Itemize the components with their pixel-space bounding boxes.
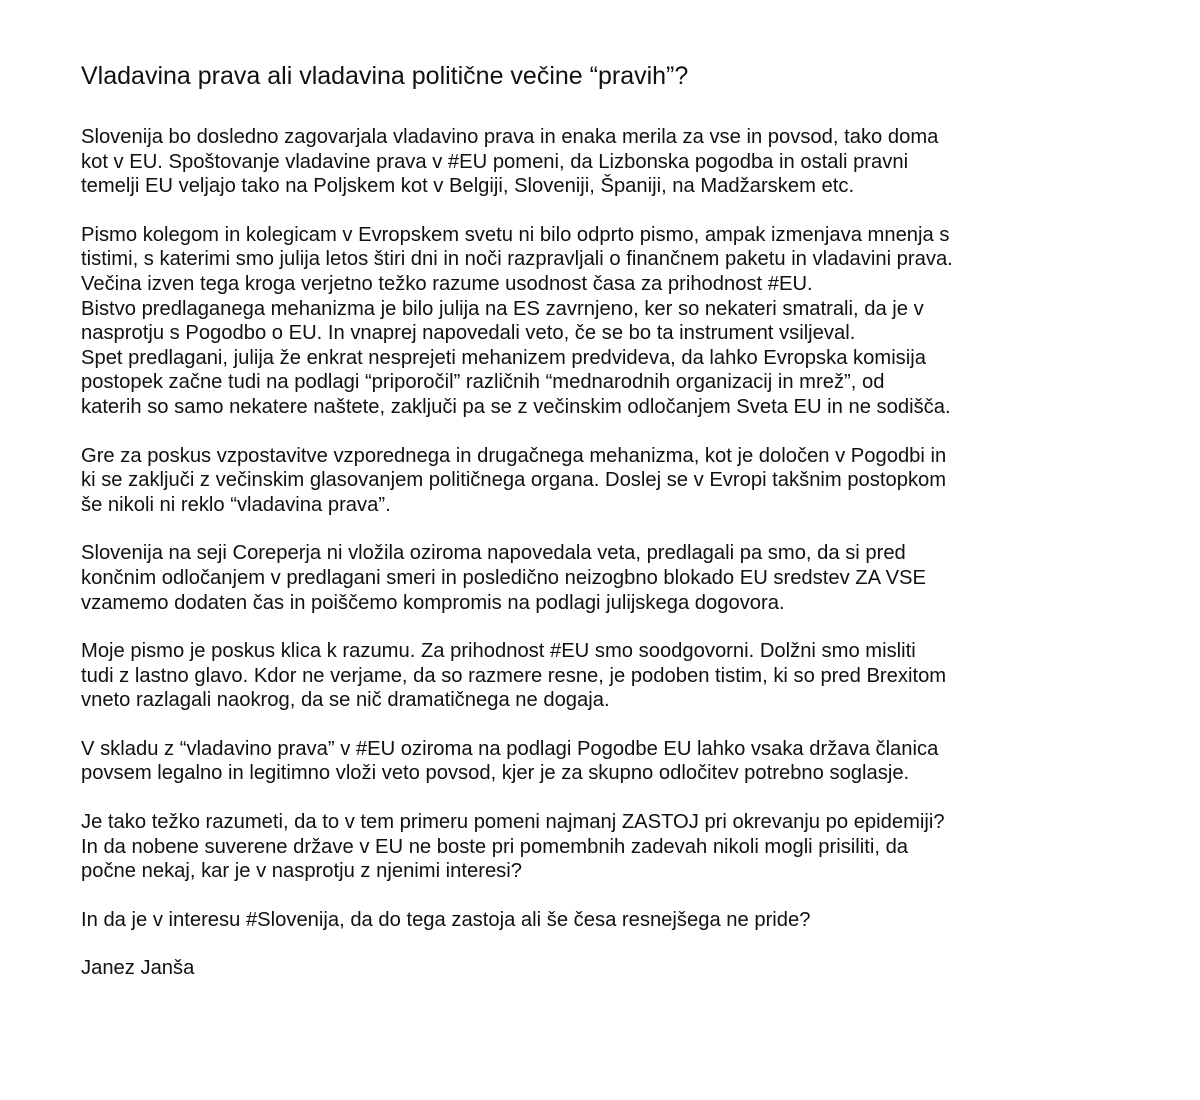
- paragraph: [81, 810, 1151, 884]
- text-line: kot v EU. Spoštovanje vladavine prava v #EU pomeni, da Lizbonska pogodba in ostali pravni: [81, 150, 909, 173]
- text-line: Spet predlagani, julija že enkrat nesprejeti mehanizem predvideva, da lahko Evropska komisija: [81, 346, 926, 369]
- text-line: nasprotju s Pogodbo o EU. In vnaprej napovedali veto, če se bo ta instrument vsiljeval.: [81, 322, 856, 345]
- document-body: [81, 125, 1151, 932]
- text-line: vzamemo dodaten čas in poiščemo kompromis na podlagi julijskega dogovora.: [81, 591, 785, 614]
- text-line: temelji EU veljajo tako na Poljskem kot v Belgiji, Sloveniji, Španiji, na Madžarskem etc.: [81, 175, 855, 198]
- text-line: končnim odločanjem v predlagani smeri in posledično neizogbno blokado EU sredstev ZA VSE: [81, 566, 926, 589]
- paragraph: [81, 639, 1151, 713]
- text-line: V skladu z “vladavino prava” v #EU oziroma na podlagi Pogodbe EU lahko vsaka država članica: [81, 737, 939, 760]
- text-line: povsem legalno in legitimno vloži veto povsod, kjer je za skupno odločitev potrebno soglasje.: [81, 762, 910, 785]
- text-line: In da je v interesu #Slovenija, da do tega zastoja ali še česa resnejšega ne pride?: [81, 908, 811, 931]
- text-line: še nikoli ni reklo “vladavina prava”.: [81, 493, 391, 516]
- text-line: In da nobene suverene države v EU ne boste pri pomembnih zadevah nikoli mogli prisiliti, da: [81, 835, 909, 858]
- paragraph: [81, 908, 1151, 933]
- paragraph: [81, 444, 1151, 518]
- document: [81, 60, 1151, 981]
- text-line: Slovenija na seji Coreperja ni vložila oziroma napovedala veta, predlagali pa smo, da si pred: [81, 542, 906, 565]
- text-line: Je tako težko razumeti, da to v tem primeru pomeni najmanj ZASTOJ pri okrevanju po epidemiji?: [81, 811, 945, 834]
- signature: Janez Janša: [81, 957, 195, 980]
- document-title: Vladavina prava ali vladavina politične večine “pravih”?: [81, 62, 689, 90]
- text-line: katerih so samo nekatere naštete, zaključi pa se z večinskim odločanjem Sveta EU in ne sodišča.: [81, 395, 951, 418]
- text-line: Pismo kolegom in kolegicam v Evropskem svetu ni bilo odprto pismo, ampak izmenjava mnenja s: [81, 223, 950, 246]
- text-line: Večina izven tega kroga verjetno težko razume usodnost časa za prihodnost #EU.: [81, 272, 813, 295]
- text-line: tudi z lastno glavo. Kdor ne verjame, da so razmere resne, je podoben tistim, ki so pred Brexitom: [81, 664, 947, 687]
- paragraph: [81, 223, 1151, 420]
- text-line: Gre za poskus vzpostavitve vzporednega in drugačnega mehanizma, kot je določen v Pogodbi in: [81, 444, 947, 467]
- text-line: počne nekaj, kar je v nasprotju z njenimi interesi?: [81, 860, 522, 883]
- text-line: Slovenija bo dosledno zagovarjala vladavino prava in enaka merila za vse in povsod, tako doma: [81, 126, 939, 148]
- text-line: Moje pismo je poskus klica k razumu. Za prihodnost #EU smo soodgovorni. Dolžni smo misliti: [81, 640, 916, 663]
- paragraph: [81, 125, 1151, 199]
- text-line: postopek začne tudi na podlagi “priporočil” različnih “mednarodnih organizacij in mrež”, od: [81, 371, 885, 394]
- text-line: tistimi, s katerimi smo julija letos štiri dni in noči razpravljali o finančnem paketu in vladavini prava.: [81, 248, 953, 271]
- text-line: Bistvo predlaganega mehanizma je bilo julija na ES zavrnjeno, ker so nekateri smatrali, da je v: [81, 297, 924, 320]
- text-line: vneto razlagali naokrog, da se nič dramatičnega ne dogaja.: [81, 689, 610, 712]
- paragraph: [81, 737, 1151, 786]
- paragraph: [81, 541, 1151, 615]
- text-line: ki se zaključi z večinskim glasovanjem političnega organa. Doslej se v Evropi takšnim postopkom: [81, 469, 947, 492]
